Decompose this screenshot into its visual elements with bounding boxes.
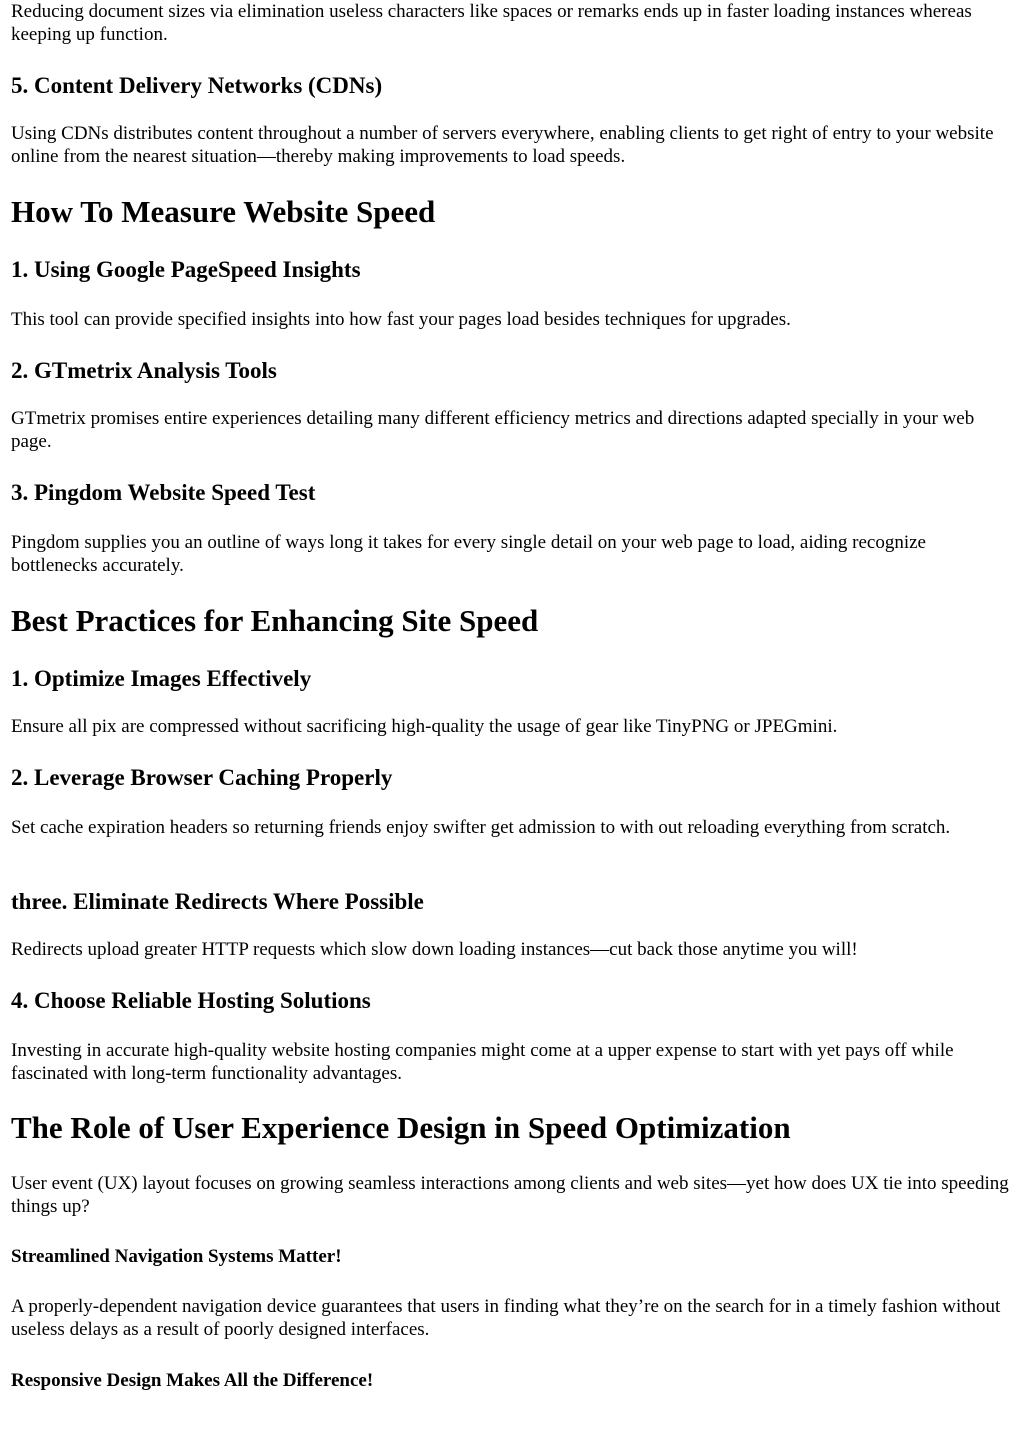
measure-item-paragraph: This tool can provide specified insights into how fast your pages load besides techniques for upgrades. [11, 309, 791, 330]
practice-item-heading: 4. Choose Reliable Hosting Solutions [11, 988, 371, 1013]
practice-item-heading: three. Eliminate Redirects Where Possible [11, 889, 424, 914]
practice-item-paragraph: Ensure all pix are compressed without sacrificing high-quality the usage of gear like TinyPNG or JPEGmini. [11, 716, 838, 737]
practice-item-heading: 1. Optimize Images Effectively [11, 666, 312, 691]
measure-item-heading: 1. Using Google PageSpeed Insights [11, 257, 361, 282]
practice-item-paragraph: Investing in accurate high-quality website hosting companies might come at a upper expense to start with yet pays off while fascinated with long-term functionality advantages. [11, 1040, 954, 1084]
practice-item-paragraph: Set cache expiration headers so returning friends enjoy swifter get admission to with out reloading everything from scratch. [11, 817, 951, 838]
measure-section-heading: How To Measure Website Speed [11, 194, 436, 229]
cdn-heading: 5. Content Delivery Networks (CDNs) [11, 73, 383, 98]
measure-item-paragraph: GTmetrix promises entire experiences detailing many different efficiency metrics and directions adapted specially in your web page. [11, 408, 975, 452]
ux-section-heading: The Role of User Experience Design in Speed Optimization [11, 1110, 791, 1145]
practice-item-paragraph: Redirects upload greater HTTP requests which slow down loading instances—cut back those anytime you will! [11, 939, 858, 960]
measure-item-heading: 3. Pingdom Website Speed Test [11, 480, 316, 505]
ux-intro-paragraph: User event (UX) layout focuses on growing seamless interactions among clients and web sites—yet how does UX tie into speeding things up? [11, 1173, 1009, 1217]
measure-item-heading: 2. GTmetrix Analysis Tools [11, 358, 277, 383]
cdn-paragraph: Using CDNs distributes content throughout a number of servers everywhere, enabling clients to get right of entry to your website online from the nearest situation—thereby making improvements to load speeds. [11, 123, 994, 167]
intro-paragraph: Reducing document sizes via elimination useless characters like spaces or remarks ends up in faster loading instances whereas keeping up function. [11, 1, 972, 45]
practices-section-heading: Best Practices for Enhancing Site Speed [11, 603, 539, 638]
nav-subheading: Streamlined Navigation Systems Matter! [11, 1246, 342, 1267]
practice-item-heading: 2. Leverage Browser Caching Properly [11, 765, 393, 790]
responsive-subheading: Responsive Design Makes All the Difference! [11, 1370, 374, 1391]
nav-paragraph: A properly-dependent navigation device guarantees that users in finding what they’re on the search for in a timely fashion without useless delays as a result of poorly designed interfaces. [11, 1296, 1001, 1340]
measure-item-paragraph: Pingdom supplies you an outline of ways long it takes for every single detail on your web page to load, aiding recognize bottlenecks accurately. [11, 532, 926, 576]
